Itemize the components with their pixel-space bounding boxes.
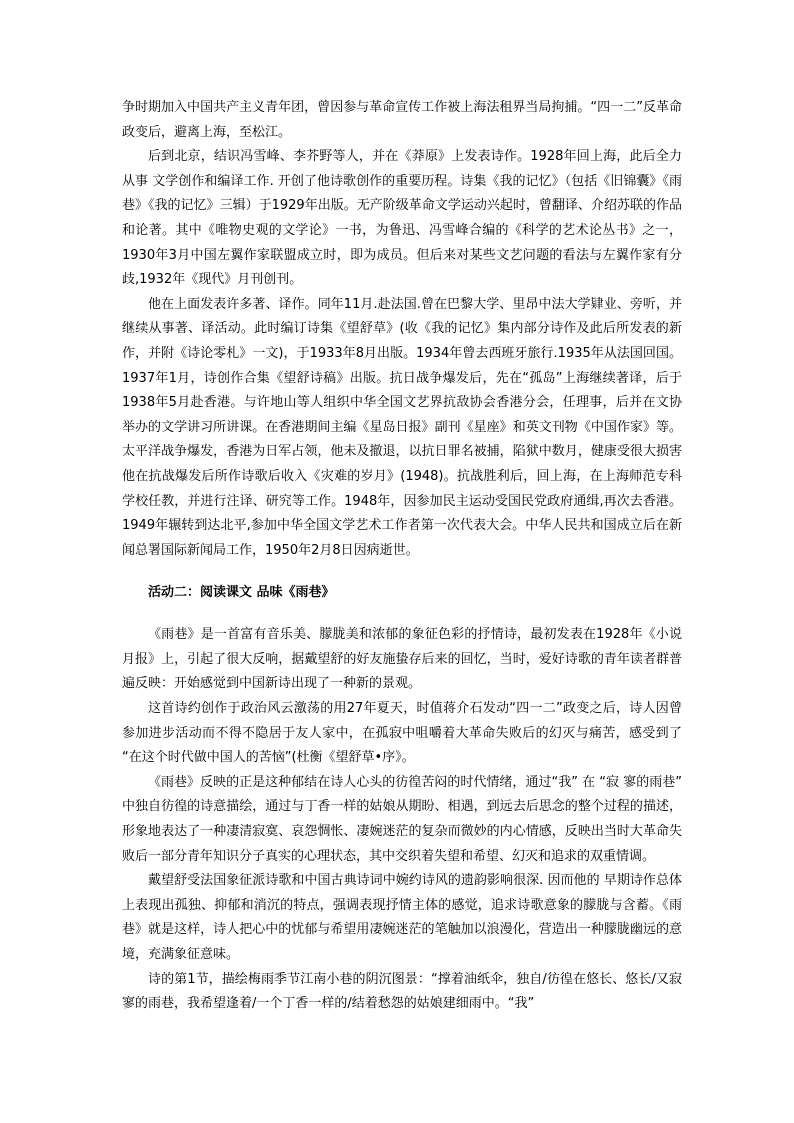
spacer [122,605,682,623]
section-heading: 活动二：阅读课文 品味《雨巷》 [148,585,335,601]
paragraph-beijing-shanghai: 后到北京，结识冯雪峰、李芥野等人，并在《莽原》上发表诗作。1928年回上海，此后全力从事 文学创作和编译工作. 开创了他诗歌创作的重要历程。诗集《我的记忆》（包括《旧锦囊》《雨巷》《我的记忆》三辑）于1929年出版。无产阶级革命文学运动兴起时，曾翻译、介绍苏联的作品和论著。其中《唯物史观的文学论》一书，为鲁迅、冯雪峰合编的《科学的艺术论丛书》之一，1930年3月中国左翼作家联盟成立时，即为成员。但后来对某些文艺问题的看法与左翼作家有分歧,1932年《现代》月刊创刊。 [122,149,682,288]
paragraph-first-stanza: 诗的第1节，描绘梅雨季节江南小巷的阴沉图景：“撑着油纸伞，独自/彷徨在悠长、悠长/又寂寥的雨巷，我希望逢着/一个丁香一样的/结着愁怨的姑娘建细雨中。“我” [122,971,682,1012]
paragraph-yuxiang-intro: 《雨巷》是一首富有音乐美、朦胧美和浓郁的象征色彩的抒情诗，最初发表在1928年《小说月报》上，引起了很大反响，据戴望舒的好友施蛰存后来的回忆，当时，爱好诗歌的青年读者群普遍反映：开始感觉到中国新诗出现了一种新的景观。 [122,627,682,692]
paragraph-intro-continued: 争时期加入中国共产主义青年团，曾因参与革命宣传工作被上海法租界当局拘捕。“四一二”反革命政变后，避离上海，至松江。 [122,100,682,140]
paragraph-creation-background: 这首诗约创作于政治风云激荡的用27年夏天，时值蒋介石发动“四一二”政变之后，诗人因曾参加进步活动而不得不隐居于友人家中，在孤寂中咀嚼着大革命失败后的幻灭与痛苦，感受到了 “在这个时代做中国人的苦恼”(杜衡《望舒草•序》。 [122,701,682,766]
paragraph-era-mood: 《雨巷》反映的正是这种郁结在诗人心头的彷徨苦闷的时代情绪，通过“我” 在 “寂 寥的雨巷” 中独自彷徨的诗意描绘，通过与丁香一样的姑娘从期盼、相遇，到远去后思念的整个过程的描述，形象地表达了一种凄清寂寞、哀怨惆怅、凄婉迷茫的复杂而微妙的内心情感，反映出当时大革命失败后一部分青年知识分子真实的心理状态，其中交织着失望和希望、幻灭和追求的双重情调。 [122,774,682,864]
paragraph-symbolism-influence: 戴望舒受法国象征派诗歌和中国古典诗词中婉约诗风的遗韵影响很深. 因而他的 早期诗作总体上表现出孤独、抑郁和消沉的特点，强调表现抒情主体的感觉，追求诗歌意象的朦胧与含蓄。《雨巷》就是这样，诗人把心中的忧郁与希望用凄婉迷茫的笔触加以浪漫化，营造出一种朦胧幽远的意境，充满象征意味。 [122,873,682,962]
paragraph-france-hongkong: 他在上面发表许多著、译作。同年11月.赴法国.曾在巴黎大学、里昂中法大学肄业、旁听，并继续从事著、译活动。此时编订诗集《望舒草》(收《我的记忆》集内部分诗作及此后所发表的新作，并附《诗论零札》一文)，于1933年8月出版。1934年曾去西班牙旅行.1935年从法国回国。1937年1月，诗创作合集《望舒诗稿》出版。抗日战争爆发后，先在“孤岛”上海继续著译，后于1938年5月赴香港。与许地山等人组织中华全国文艺界抗敌协会香港分会，任理事，后并在文协举办的文学讲习所讲课。在香港期间主编《星岛日报》副刊《星座》和英文刊物《中国作家》等。太平洋战争爆发，香港为日军占领，他未及撤退，以抗日罪名被捕，陷狱中数月，健康受很大损害他在抗战爆发后所作诗歌后收入《灾难的岁月》(1948)。抗战胜利后，回上海，在上海师范专科学校任教，并进行注译、研究等工作。1948年，因参加民主运动受国民党政府通缉,再次去香港。1949年辗转到达北平,参加中华全国文学艺术工作者第一次代表大会。中华人民共和国成立后在新闻总署国际新闻局工作，1950年2月8日因病逝世。 [122,296,682,558]
document-page [122,96,682,1017]
